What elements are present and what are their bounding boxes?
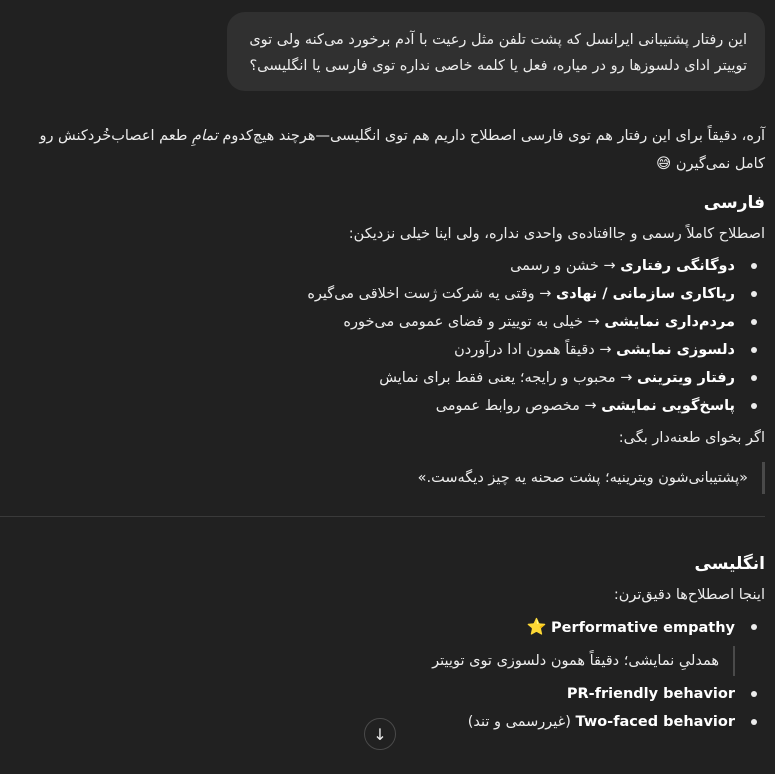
list-item [10, 613, 735, 680]
list-item [10, 336, 735, 364]
term: مردم‌داری نمایشی [604, 314, 735, 330]
sarcastic-lead: اگر بخوای طعنه‌دار بگی: [618, 430, 765, 446]
assistant-answer [10, 122, 765, 736]
list-item [10, 680, 735, 708]
english-term-list [10, 613, 765, 736]
term: دوگانگی رفتاری [620, 258, 735, 274]
list-item [10, 280, 735, 308]
intro-text: کامل نمی‌گیرن [675, 156, 765, 172]
term-desc: → خشن و رسمی [510, 258, 621, 274]
farsi-term-list [10, 252, 765, 420]
section-title-english: انگلیسی [694, 554, 765, 574]
term: PR-friendly behavior [566, 686, 735, 702]
list-item [10, 364, 735, 392]
list-item [10, 392, 735, 420]
intro-text: طعم اعصاب‌خُردکنش رو [39, 128, 192, 144]
term-desc: → محبوب و رایجه؛ یعنی فقط برای نمایش [379, 370, 637, 386]
term: پاسخ‌گویی نمایشی [601, 398, 735, 414]
intro-italic-text: تمامِ [191, 128, 218, 144]
term: Two-faced behavior [575, 714, 735, 730]
arrow-down-icon: ↓ [373, 724, 387, 744]
sweat-smile-icon: 😅 [656, 156, 672, 172]
english-lead: اینجا اصطلاح‌ها دقیق‌ترن: [613, 587, 765, 603]
user-message-line: این رفتار پشتیبانی ایرانسل که پشت تلفن مثل رعیت با آدم برخورد می‌کنه ولی توی [249, 32, 747, 48]
user-message-line: توییتر ادای دلسوزها رو در میاره، فعل یا کلمه خاصی نداره توی فارسی یا انگلیسی؟ [249, 58, 747, 74]
term: دلسوزی نمایشی [616, 342, 735, 358]
user-message-bubble [227, 12, 765, 91]
section-title-farsi: فارسی [703, 193, 765, 213]
term-note-quote: همدلیِ نمایشی؛ دقیقاً همون دلسوزی توی توییتر [432, 646, 735, 676]
term: ریاکاری سازمانی / نهادی [556, 286, 735, 302]
star-icon: ⭐ [526, 617, 547, 636]
sarcastic-quote: «پشتیبانی‌شون ویترینیه؛ پشت صحنه یه چیز دیگه‌ست.» [418, 462, 765, 494]
intro-text: آره، دقیقاً برای این رفتار هم توی فارسی اصطلاح داریم هم توی انگلیسی—هرچند هیچ‌کدوم [217, 128, 765, 144]
term-desc: (غیررسمی و تند) [467, 714, 571, 730]
list-item [10, 308, 735, 336]
farsi-lead: اصطلاح کاملاً رسمی و جاافتاده‌ی واحدی نداره، ولی اینا خیلی نزدیکن: [348, 226, 765, 242]
scroll-to-bottom-button[interactable] [364, 718, 396, 750]
term-desc: → خیلی به توییتر و فضای عمومی می‌خوره [343, 314, 605, 330]
answer-intro [10, 122, 765, 178]
section-divider [0, 516, 765, 517]
term-desc: → دقیقاً همون ادا درآوردن [454, 342, 617, 358]
term: رفتار ویترینی [636, 370, 735, 386]
list-item [10, 252, 735, 280]
term: Performative empathy [551, 620, 735, 636]
term-desc: → مخصوص روابط عمومی [435, 398, 602, 414]
term-desc: → وقتی یه شرکت ژست اخلاقی می‌گیره [307, 286, 557, 302]
